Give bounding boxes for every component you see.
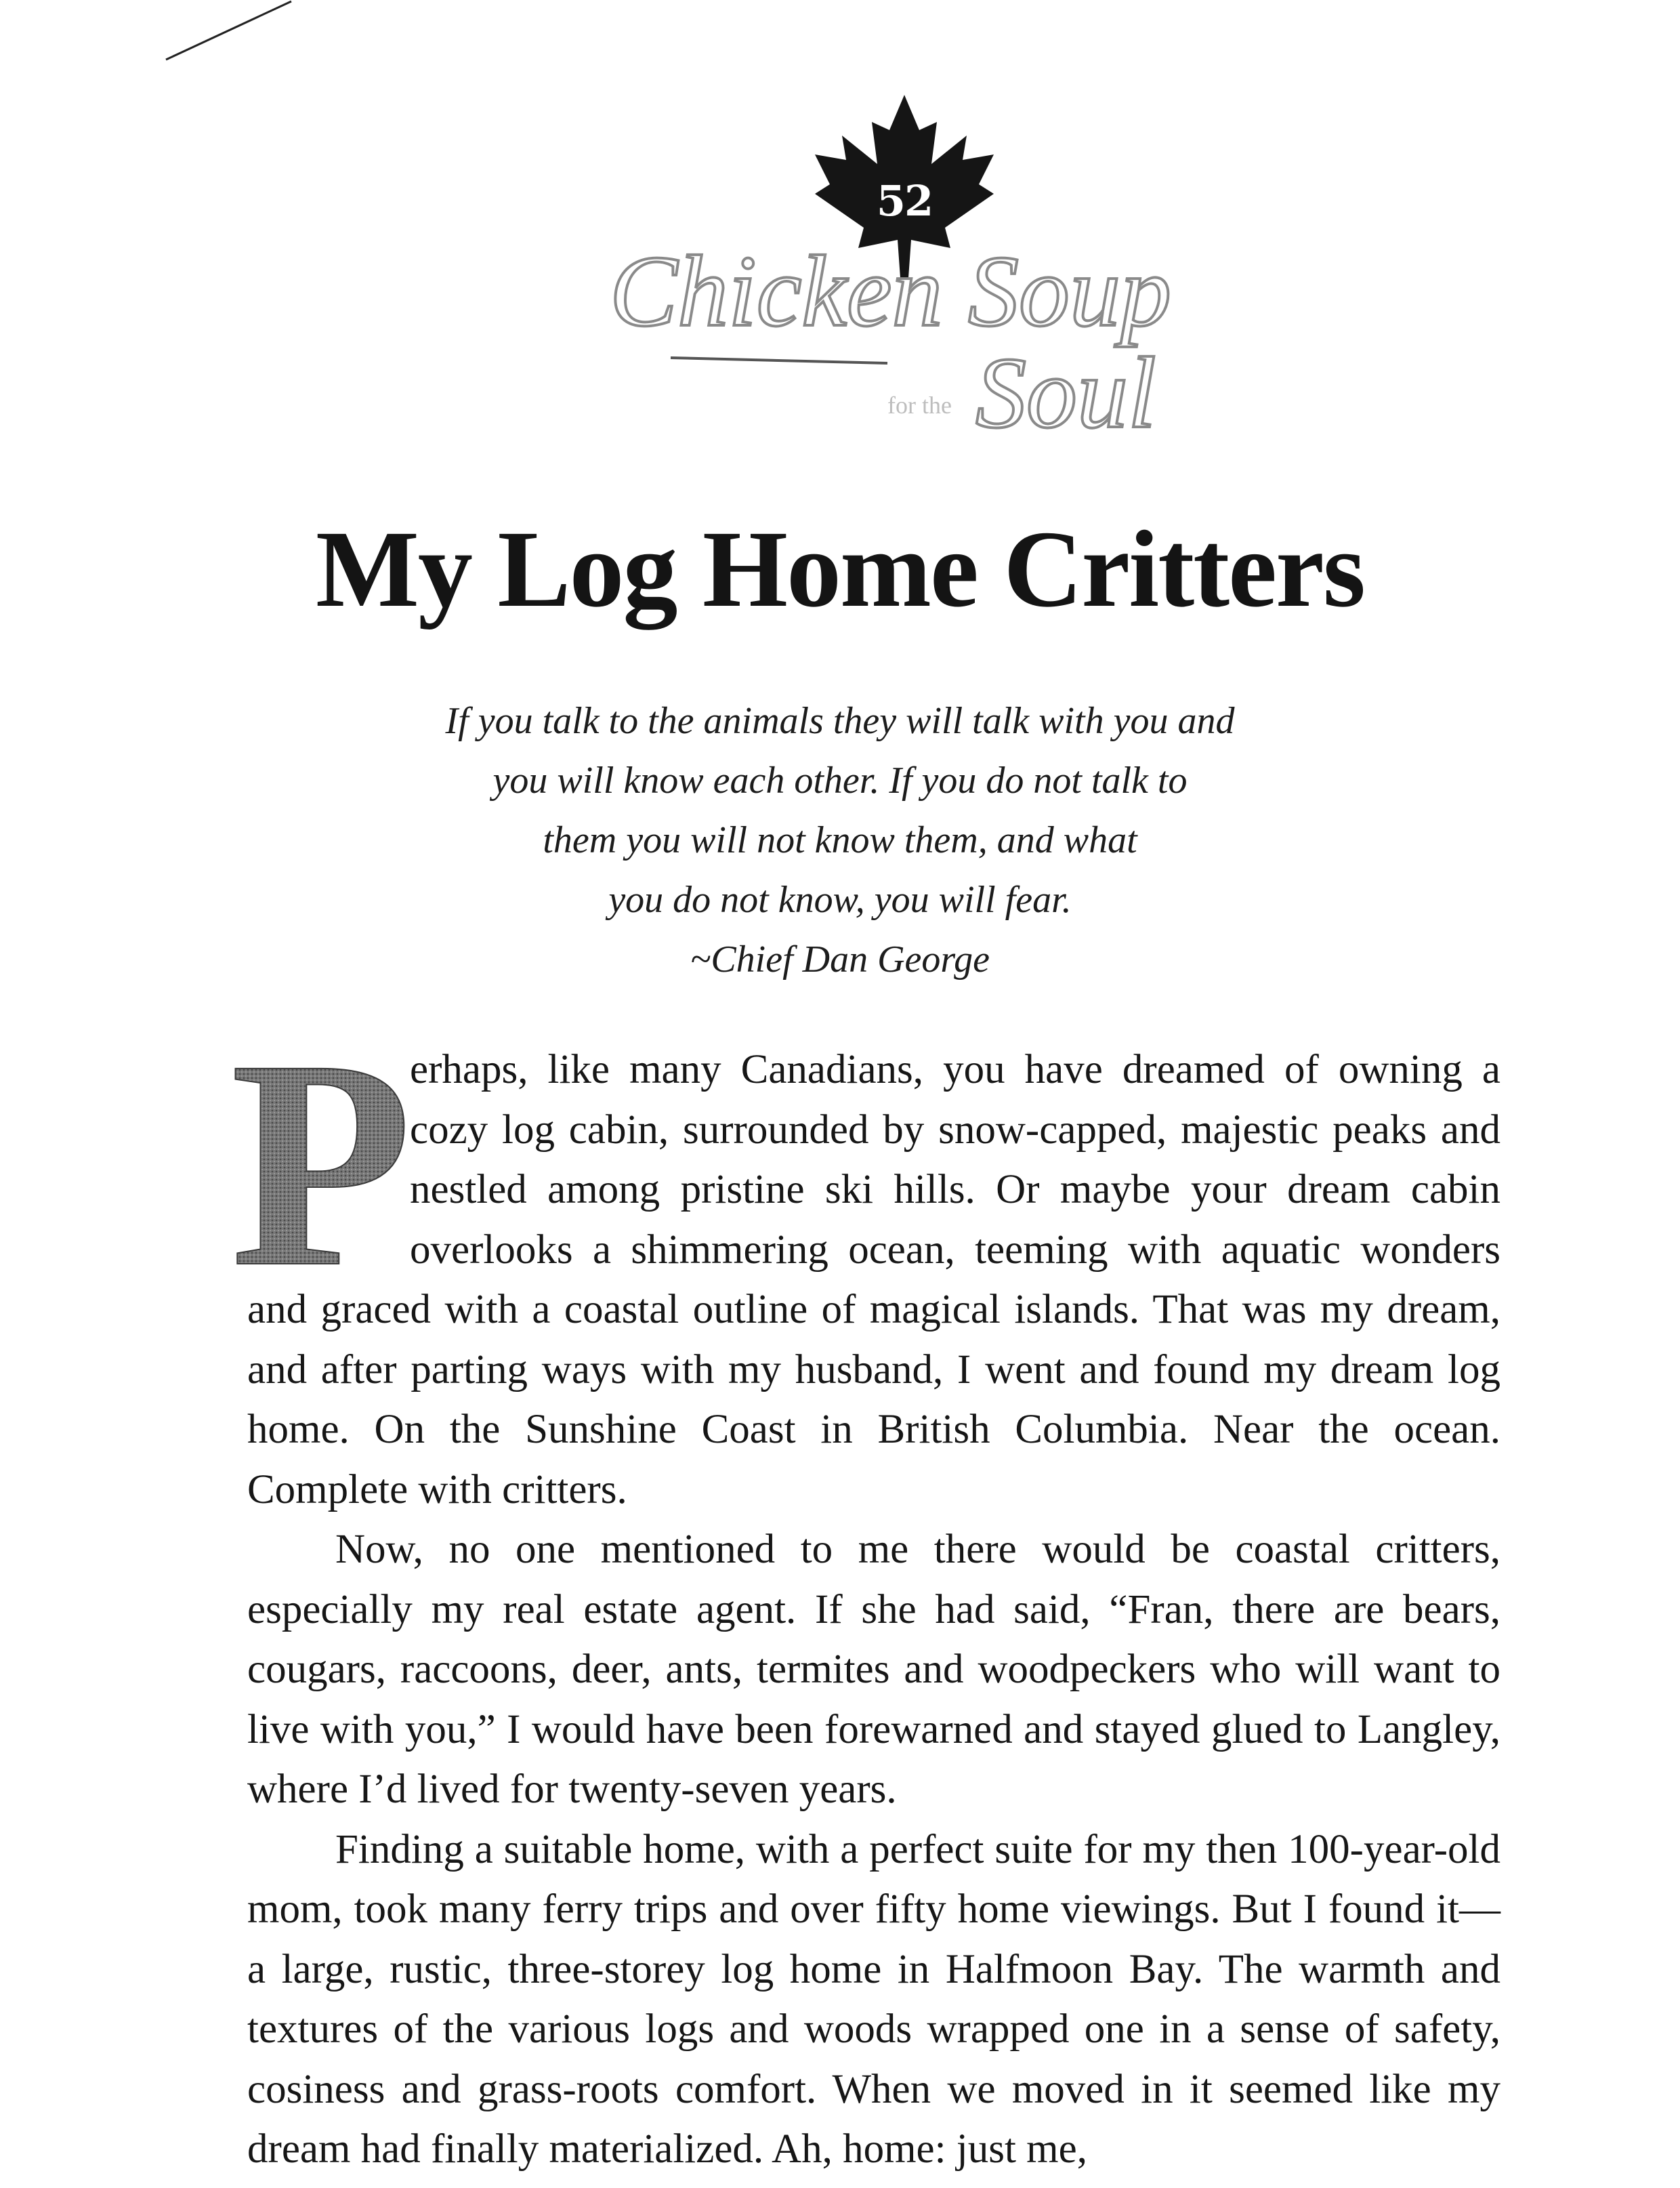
svg-text:Soul: Soul [975,337,1156,449]
epigraph-line: you will know each other. If you do not talk to [492,760,1188,802]
paragraph: Finding a suitable home, with a perfect suite for my then 100-year-old mom, took many ferry trips and over fifty home viewings. But I found it—a large, rustic, three-storey log home in Halfmoon Bay. The warmth and textures of the various logs and woods wrapped one in a sense of safety, cosiness and grass-roots comfort. When we moved in it seemed like my dream had finally materialized. Ah, home: just me, [247,1826,1500,2172]
svg-text:Chicken Soup: Chicken Soup [610,235,1171,348]
svg-text:for the: for the [887,392,952,419]
chapter-number: 52 [876,176,933,226]
chicken-soup-logo [596,230,1179,474]
svg-text:P: P [230,1040,410,1277]
epigraph-line: you do not know, you will fear. [608,879,1072,921]
series-header [0,95,1680,474]
drop-cap [230,1040,410,1277]
epigraph-line: them you will not know them, and what [543,819,1137,861]
epigraph-attribution: ~Chief Dan George [690,938,990,981]
paragraph: erhaps, like many Canadians, you have dreamed of owning a cozy log cabin, surrounded by snow-capped, majestic peaks and nestled among pristine ski hills. Or maybe your dream cabin overlooks a shimmering ocean, teeming with aquatic wonders and graced with a coastal outline of magical islands. That was my dream, and after parting ways with my husband, I went and found my dream log home. On the Sunshine Coast in British Columbia. Near the ocean. Complete with critters. [247,1047,1500,1512]
scan-corner-mark [159,0,295,64]
epigraph [0,691,1680,989]
paragraph: Now, no one mentioned to me there would be coastal critters, especially my real estate agent. If she had said, “Fran, there are bears, cougars, raccoons, deer, ants, termites and woodpeckers who will want to live with you,” I would have been forewarned and stayed glued to Langley, where I’d lived for twenty-seven years. [247,1527,1500,1812]
story-body [230,1040,1500,2180]
epigraph-line: If you talk to the animals they will talk with you and [445,700,1235,742]
story-title: My Log Home Critters [316,509,1364,630]
